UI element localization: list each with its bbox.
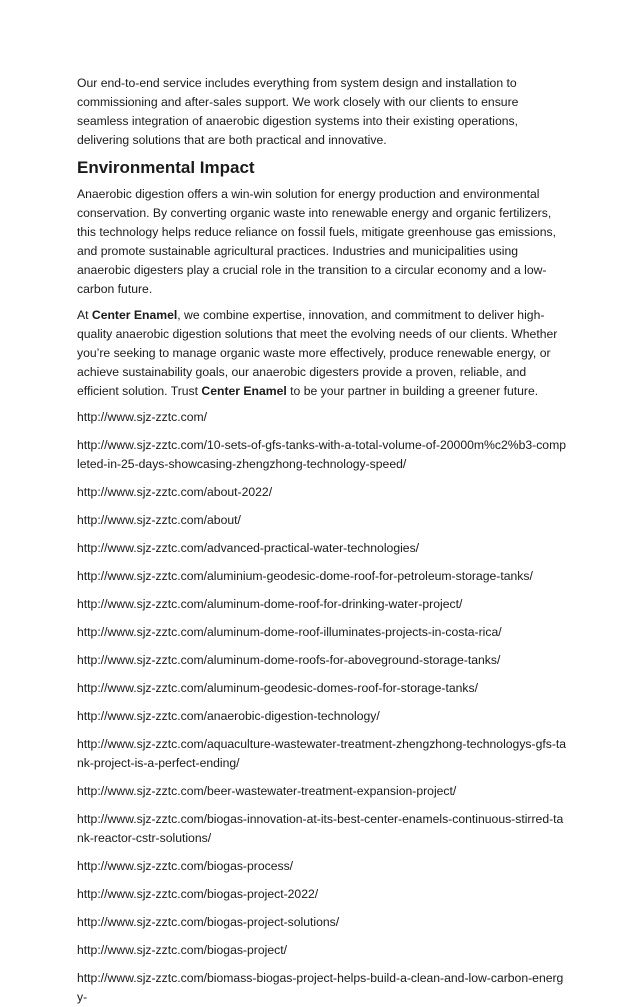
- brand-name-repeat: Center Enamel: [201, 384, 287, 398]
- brand-paragraph-prefix: At: [77, 308, 92, 322]
- brand-paragraph-suffix: to be your partner in building a greener future.: [286, 384, 539, 398]
- link-item[interactable]: http://www.sjz-zztc.com/about/: [77, 513, 241, 527]
- link-item[interactable]: http://www.sjz-zztc.com/aluminum-geodesic-domes-roof-for-storage-tanks/: [77, 681, 478, 695]
- link-item[interactable]: http://www.sjz-zztc.com/biogas-project-solutions/: [77, 915, 340, 929]
- link-item[interactable]: http://www.sjz-zztc.com/beer-wastewater-treatment-expansion-project/: [77, 784, 457, 798]
- link-item[interactable]: http://www.sjz-zztc.com/aluminum-dome-roofs-for-aboveground-storage-tanks/: [77, 653, 501, 667]
- link-list: [77, 408, 568, 1007]
- link-item[interactable]: http://www.sjz-zztc.com/biogas-innovation-at-its-best-center-enamels-continuous-stirred-tank-reactor-cstr-solutions/: [77, 812, 564, 845]
- link-item[interactable]: http://www.sjz-zztc.com/aluminium-geodesic-dome-roof-for-petroleum-storage-tanks/: [77, 569, 533, 583]
- section-heading: Environmental Impact: [77, 158, 255, 177]
- link-item[interactable]: http://www.sjz-zztc.com/biogas-project/: [77, 943, 287, 957]
- link-item[interactable]: http://www.sjz-zztc.com/aluminum-dome-roof-illuminates-projects-in-costa-rica/: [77, 625, 502, 639]
- link-item[interactable]: http://www.sjz-zztc.com/biogas-process/: [77, 859, 294, 873]
- link-item[interactable]: http://www.sjz-zztc.com/10-sets-of-gfs-tanks-with-a-total-volume-of-20000m%c2%b3-completed-in-25-days-showcasing-zhengzhong-technology-speed/: [77, 438, 567, 471]
- brand-name: Center Enamel: [91, 308, 178, 322]
- link-item[interactable]: http://www.sjz-zztc.com/aluminum-dome-roof-for-drinking-water-project/: [77, 597, 463, 611]
- link-item[interactable]: http://www.sjz-zztc.com/biogas-project-2022/: [77, 887, 319, 901]
- link-item[interactable]: http://www.sjz-zztc.com/biomass-biogas-project-helps-build-a-clean-and-low-carbon-energy-: [77, 971, 564, 1004]
- link-item[interactable]: http://www.sjz-zztc.com/: [77, 410, 208, 424]
- link-item[interactable]: http://www.sjz-zztc.com/about-2022/: [77, 485, 273, 499]
- link-item[interactable]: http://www.sjz-zztc.com/aquaculture-wastewater-treatment-zhengzhong-technologys-gfs-tank-project-is-a-perfect-ending/: [77, 737, 567, 770]
- impact-paragraph: Anaerobic digestion offers a win-win solution for energy production and environmental conservation. By converting organic waste into renewable energy and organic fertilizers, this technology helps reduce reliance on fossil fuels, mitigate greenhouse gas emissions, and promote sustainable agricultural practices. Industries and municipalities using anaerobic digesters play a crucial role in the transition to a circular economy and a low-carbon future.: [77, 187, 556, 296]
- link-item[interactable]: http://www.sjz-zztc.com/anaerobic-digestion-technology/: [77, 709, 380, 723]
- link-item[interactable]: http://www.sjz-zztc.com/advanced-practical-water-technologies/: [77, 541, 420, 555]
- brand-paragraph-middle: , we combine expertise, innovation, and commitment to deliver high-quality anaerobic digestion solutions that meet the evolving needs of our clients. Whether you’re seeking to manage organic waste more effectively, produce renewable energy, or achieve sustainability goals, our anaerobic digesters provide a proven, reliable, and efficient solution. Trust: [77, 308, 558, 398]
- brand-paragraph: [77, 306, 568, 401]
- intro-paragraph: Our end-to-end service includes everything from system design and installation to commissioning and after-sales support. We work closely with our clients to ensure seamless integration of anaerobic digestion systems into their existing operations, delivering solutions that are both practical and innovative.: [77, 76, 519, 147]
